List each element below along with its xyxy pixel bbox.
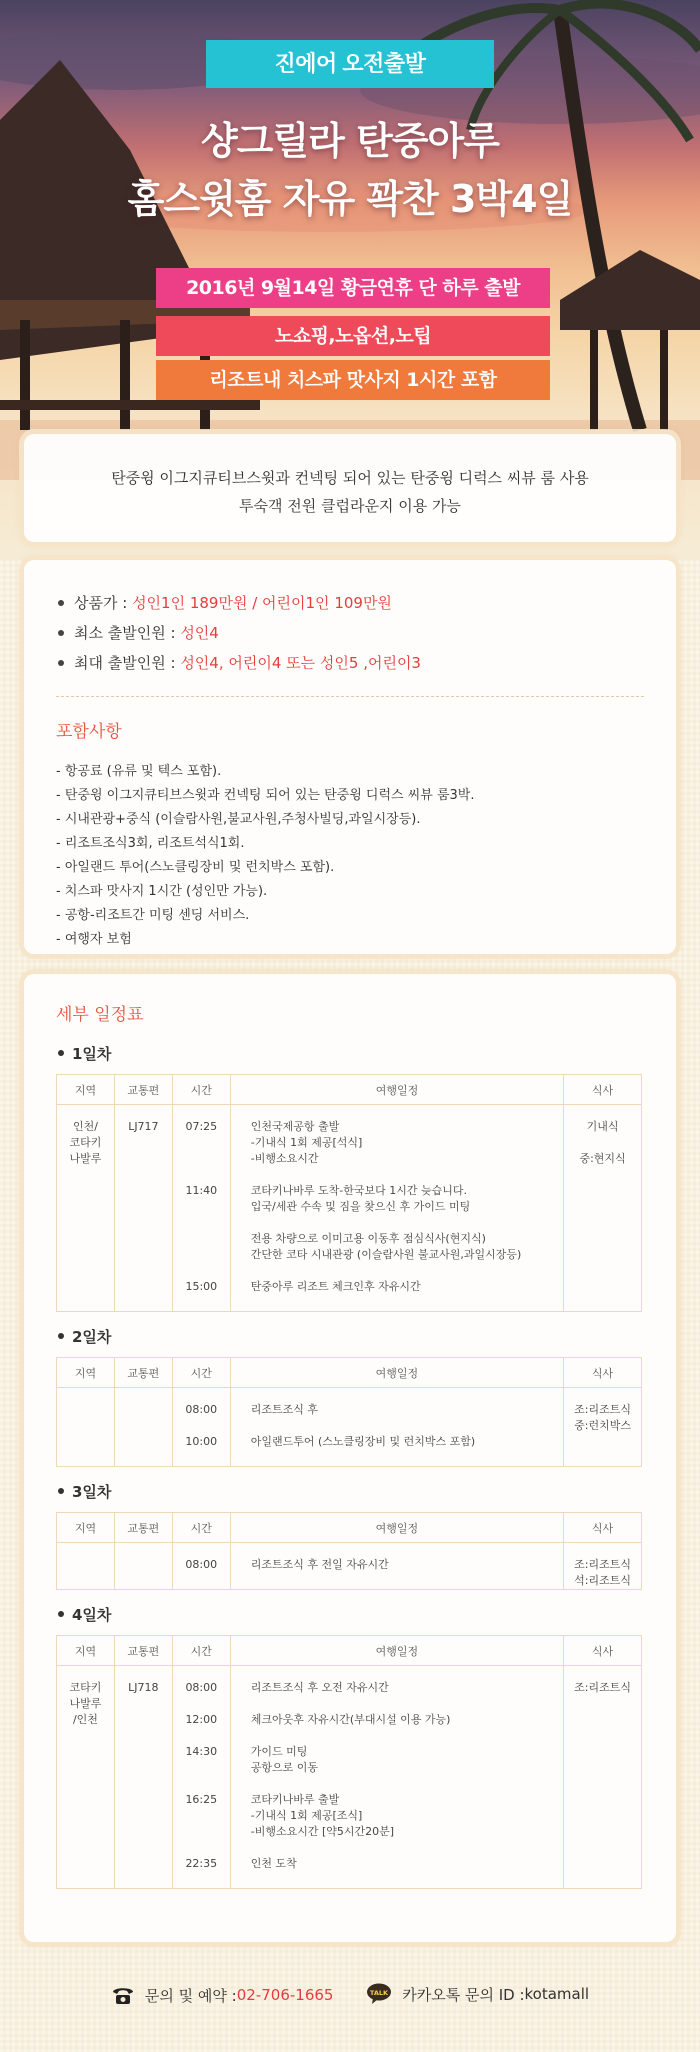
inclusion-item: - 아일랜드 투어(스노클링장비 및 런치박스 포함). xyxy=(56,860,335,875)
day-heading: 3일차 xyxy=(56,1481,644,1502)
kakao-label: 카카오톡 문의 ID : xyxy=(402,1985,525,2004)
column-header: 교통편 xyxy=(114,1358,172,1388)
phone-contact[interactable] xyxy=(111,1965,334,2025)
itinerary-entry xyxy=(251,1279,563,1295)
table-header-row xyxy=(57,1075,642,1105)
price-value: 성인1인 189만원 / 어린이1인 109만원 xyxy=(132,594,392,612)
divider xyxy=(56,696,644,697)
row-gap xyxy=(251,1840,563,1856)
itinerary-line: 체크아웃후 자유시간(부대시설 이용 가능) xyxy=(250,1713,451,1726)
row-gap xyxy=(251,1418,563,1434)
cell-line: 석:리조트식 xyxy=(574,1574,631,1587)
itinerary-line: 가이드 미팅 xyxy=(250,1745,308,1758)
time-entry: 08:00 xyxy=(185,1681,218,1694)
cell-line: /인천 xyxy=(72,1713,98,1726)
itinerary-cell xyxy=(230,1105,563,1312)
room-notice-card xyxy=(24,434,676,542)
inclusion-item: - 여행자 보험 xyxy=(56,932,132,947)
itinerary-line: 코타키나바루 도착-한국보다 1시간 늦습니다. xyxy=(250,1184,468,1197)
time-entry: 07:25 xyxy=(185,1120,218,1133)
row-gap xyxy=(173,1728,230,1744)
row-gap xyxy=(173,1776,230,1792)
time-entry: 10:00 xyxy=(185,1435,218,1448)
min-participants-item xyxy=(56,618,644,648)
schedule-days xyxy=(56,1043,644,1889)
cell-line: 코타키 xyxy=(69,1681,102,1694)
inclusion-item: - 리조트조식3회, 리조트석식1회. xyxy=(56,836,245,851)
row-gap xyxy=(173,1696,230,1712)
table-header-row xyxy=(57,1358,642,1388)
phone-number[interactable]: 02-706-1665 xyxy=(236,1986,334,2004)
row-gap xyxy=(251,1776,563,1792)
cell-line: 기내식 xyxy=(586,1120,619,1133)
day-heading: 2일차 xyxy=(56,1326,644,1347)
itinerary-line: 공항으로 이동 xyxy=(250,1761,319,1774)
cell-line xyxy=(564,1135,641,1151)
column-header: 지역 xyxy=(57,1358,115,1388)
row-gap xyxy=(251,1696,563,1712)
region-cell xyxy=(57,1388,115,1467)
time-entry: 08:00 xyxy=(185,1558,218,1571)
itinerary-line: 인천국제공항 출발 xyxy=(250,1120,340,1133)
kakao-id[interactable]: kotamall xyxy=(524,1985,590,2003)
row-gap xyxy=(251,1573,563,1589)
time-entry: 08:00 xyxy=(185,1403,218,1416)
time-entry: 16:25 xyxy=(185,1793,218,1806)
itinerary-line: 리조트조식 후 xyxy=(250,1403,318,1416)
inclusion-item: - 탄중윙 이그지큐티브스윗과 컨넥팅 되어 있는 탄중윙 디럭스 씨뷰 룸3박. xyxy=(56,788,475,803)
row-gap xyxy=(251,1167,563,1183)
inclusions-list xyxy=(56,760,644,952)
itinerary-entry xyxy=(251,1183,563,1263)
spa-massage-pill: 리조트내 치스파 맛사지 1시간 포함 xyxy=(156,360,550,400)
product-info-card xyxy=(24,560,676,954)
column-header: 교통편 xyxy=(114,1513,172,1543)
schedule-table xyxy=(56,1635,642,1889)
row-gap xyxy=(173,1263,230,1279)
table-row xyxy=(57,1388,642,1467)
itinerary-entry xyxy=(251,1856,563,1872)
column-header: 교통편 xyxy=(114,1075,172,1105)
itinerary-entry xyxy=(251,1792,563,1840)
itinerary-line: 리조트조식 후 오전 자유시간 xyxy=(250,1681,389,1694)
region-cell xyxy=(57,1543,115,1590)
max-participants-label: 최대 출발인원 : xyxy=(74,654,181,672)
schedule-title: 세부 일정표 xyxy=(56,1005,144,1025)
kakao-contact[interactable] xyxy=(366,1964,589,2024)
page-title xyxy=(0,112,700,228)
row-gap xyxy=(173,1872,230,1888)
itinerary-line xyxy=(251,1215,563,1231)
transport-cell: LJ717 xyxy=(114,1105,172,1312)
column-header: 식사 xyxy=(564,1075,642,1105)
column-header: 여행일정 xyxy=(230,1636,563,1666)
column-header: 식사 xyxy=(564,1636,642,1666)
time-entry: 11:40 xyxy=(185,1184,218,1197)
table-header-row xyxy=(57,1636,642,1666)
time-cell xyxy=(172,1666,230,1889)
row-gap xyxy=(251,1872,563,1888)
time-entry: 22:35 xyxy=(185,1857,218,1870)
table-row xyxy=(57,1543,642,1590)
max-participants-item xyxy=(56,648,644,678)
region-cell xyxy=(57,1105,115,1312)
row-gap xyxy=(173,1840,230,1856)
table-row xyxy=(57,1666,642,1889)
column-header: 여행일정 xyxy=(230,1075,563,1105)
price-label: 상품가 : xyxy=(74,594,133,612)
min-participants-label: 최소 출발인원 : xyxy=(74,624,181,642)
itinerary-line: 아일랜드투어 (스노클링장비 및 런치박스 포함) xyxy=(250,1435,476,1448)
transport-cell xyxy=(114,1388,172,1467)
cell-line: 조:리조트식 xyxy=(574,1681,631,1694)
room-notice-line-1: 탄중윙 이그지큐티브스윗과 컨넥팅 되어 있는 탄중윙 디럭스 씨뷰 룸 사용 xyxy=(111,469,589,487)
time-entry: 15:00 xyxy=(185,1280,218,1293)
footer xyxy=(0,1964,700,2024)
cell-line: 코타키 xyxy=(69,1136,102,1149)
meal-cell xyxy=(564,1388,642,1467)
min-participants-value: 성인4 xyxy=(180,624,219,642)
inclusion-item: - 항공료 (유류 및 텍스 포함). xyxy=(56,764,222,779)
inclusions-title: 포함사항 xyxy=(56,722,122,742)
itinerary-line: -기내식 1회 제공[석식] xyxy=(250,1136,363,1149)
itinerary-entry xyxy=(251,1402,563,1418)
day-heading: 4일차 xyxy=(56,1604,644,1625)
column-header: 식사 xyxy=(564,1513,642,1543)
row-gap xyxy=(173,1295,230,1311)
cell-line: 중:런치박스 xyxy=(574,1419,631,1432)
itinerary-line: 리조트조식 후 전일 자유시간 xyxy=(250,1558,389,1571)
schedule-table xyxy=(56,1074,642,1312)
itinerary-entry xyxy=(251,1434,563,1450)
meal-cell xyxy=(564,1666,642,1889)
inclusion-item: - 시내관광+중식 (이슬람사원,불교사원,주청사빌딩,과일시장등). xyxy=(56,812,421,827)
itinerary-cell xyxy=(230,1388,563,1467)
schedule-table xyxy=(56,1512,642,1590)
column-header: 여행일정 xyxy=(230,1513,563,1543)
table-row xyxy=(57,1105,642,1312)
column-header: 여행일정 xyxy=(230,1358,563,1388)
itinerary-line: 간단한 코타 시내관광 (이슬람사원 불교사원,과일시장등) xyxy=(250,1248,522,1261)
row-gap xyxy=(251,1263,563,1279)
itinerary-line: -비행소요시간 xyxy=(250,1152,319,1165)
time-cell xyxy=(172,1105,230,1312)
no-shopping-pill: 노쇼핑,노옵션,노팁 xyxy=(156,316,550,356)
itinerary-entry xyxy=(251,1557,563,1573)
schedule-card xyxy=(24,974,676,1942)
itinerary-line: 입국/세관 수속 및 짐을 찾으신 후 가이드 미팅 xyxy=(250,1200,471,1213)
itinerary-cell xyxy=(230,1543,563,1590)
departure-banner: 진에어 오전출발 xyxy=(206,40,494,88)
price-item xyxy=(56,588,644,618)
row-gap xyxy=(251,1450,563,1466)
itinerary-entry xyxy=(251,1119,563,1167)
itinerary-entry xyxy=(251,1680,563,1696)
schedule-table xyxy=(56,1357,642,1467)
meal-cell xyxy=(564,1105,642,1312)
inclusion-item: - 공항-리조트간 미팅 센딩 서비스. xyxy=(56,908,250,923)
row-gap xyxy=(251,1728,563,1744)
phone-icon xyxy=(111,1985,135,2005)
column-header: 지역 xyxy=(57,1075,115,1105)
cell-line: 나발루 xyxy=(69,1697,102,1710)
transport-cell: LJ718 xyxy=(114,1666,172,1889)
column-header: 지역 xyxy=(57,1513,115,1543)
meal-cell xyxy=(564,1543,642,1590)
product-info-list xyxy=(56,588,644,678)
column-header: 시간 xyxy=(172,1513,230,1543)
column-header: 시간 xyxy=(172,1358,230,1388)
row-gap xyxy=(173,1418,230,1434)
column-header: 시간 xyxy=(172,1075,230,1105)
column-header: 교통편 xyxy=(114,1636,172,1666)
max-participants-value: 성인4, 어린이4 또는 성인5 ,어린이3 xyxy=(180,654,421,672)
row-gap xyxy=(251,1295,563,1311)
inclusion-item: - 치스파 맛사지 1시간 (성인만 가능). xyxy=(56,884,268,899)
itinerary-entry xyxy=(251,1744,563,1776)
title-line-2: 홈스윗홈 자유 꽉찬 3박4일 xyxy=(127,177,573,221)
table-header-row xyxy=(57,1513,642,1543)
row-gap xyxy=(173,1573,230,1589)
itinerary-entry xyxy=(251,1712,563,1728)
cell-line: 인천/ xyxy=(72,1120,98,1133)
itinerary-line: -기내식 1회 제공[조식] xyxy=(250,1809,363,1822)
column-header: 지역 xyxy=(57,1636,115,1666)
title-line-1: 샹그릴라 탄중아루 xyxy=(201,119,499,163)
column-header: 식사 xyxy=(564,1358,642,1388)
itinerary-line: -비행소요시간 [약5시간20분] xyxy=(250,1825,395,1838)
itinerary-cell xyxy=(230,1666,563,1889)
time-entry: 14:30 xyxy=(185,1745,218,1758)
cell-line: 조:리조트식 xyxy=(574,1558,631,1571)
time-cell xyxy=(172,1388,230,1467)
itinerary-line: 전용 차량으로 이미고용 이동후 점심식사(현지식) xyxy=(250,1232,486,1245)
row-gap xyxy=(173,1167,230,1183)
talk-badge-text: TALK xyxy=(370,1989,389,1997)
room-notice-line-2: 투숙객 전원 클럽라운지 이용 가능 xyxy=(239,497,461,515)
departure-date-pill: 2016년 9월14일 황금연휴 단 하루 출발 xyxy=(156,268,550,308)
itinerary-line: 인천 도착 xyxy=(250,1857,297,1870)
row-gap xyxy=(173,1450,230,1466)
transport-cell xyxy=(114,1543,172,1590)
day-heading: 1일차 xyxy=(56,1043,644,1064)
time-entry: 12:00 xyxy=(185,1713,218,1726)
cell-line: 나발루 xyxy=(69,1152,102,1165)
itinerary-line: 탄중아루 리조트 체크인후 자유시간 xyxy=(250,1280,421,1293)
cell-line: 조:리조트식 xyxy=(574,1403,631,1416)
phone-label: 문의 및 예약 : xyxy=(144,1986,237,2005)
time-cell xyxy=(172,1543,230,1590)
itinerary-line: 코타키나바루 출발 xyxy=(250,1793,340,1806)
region-cell xyxy=(57,1666,115,1889)
kakaotalk-icon xyxy=(366,1983,392,2005)
cell-line: 중:현지식 xyxy=(579,1152,626,1165)
column-header: 시간 xyxy=(172,1636,230,1666)
